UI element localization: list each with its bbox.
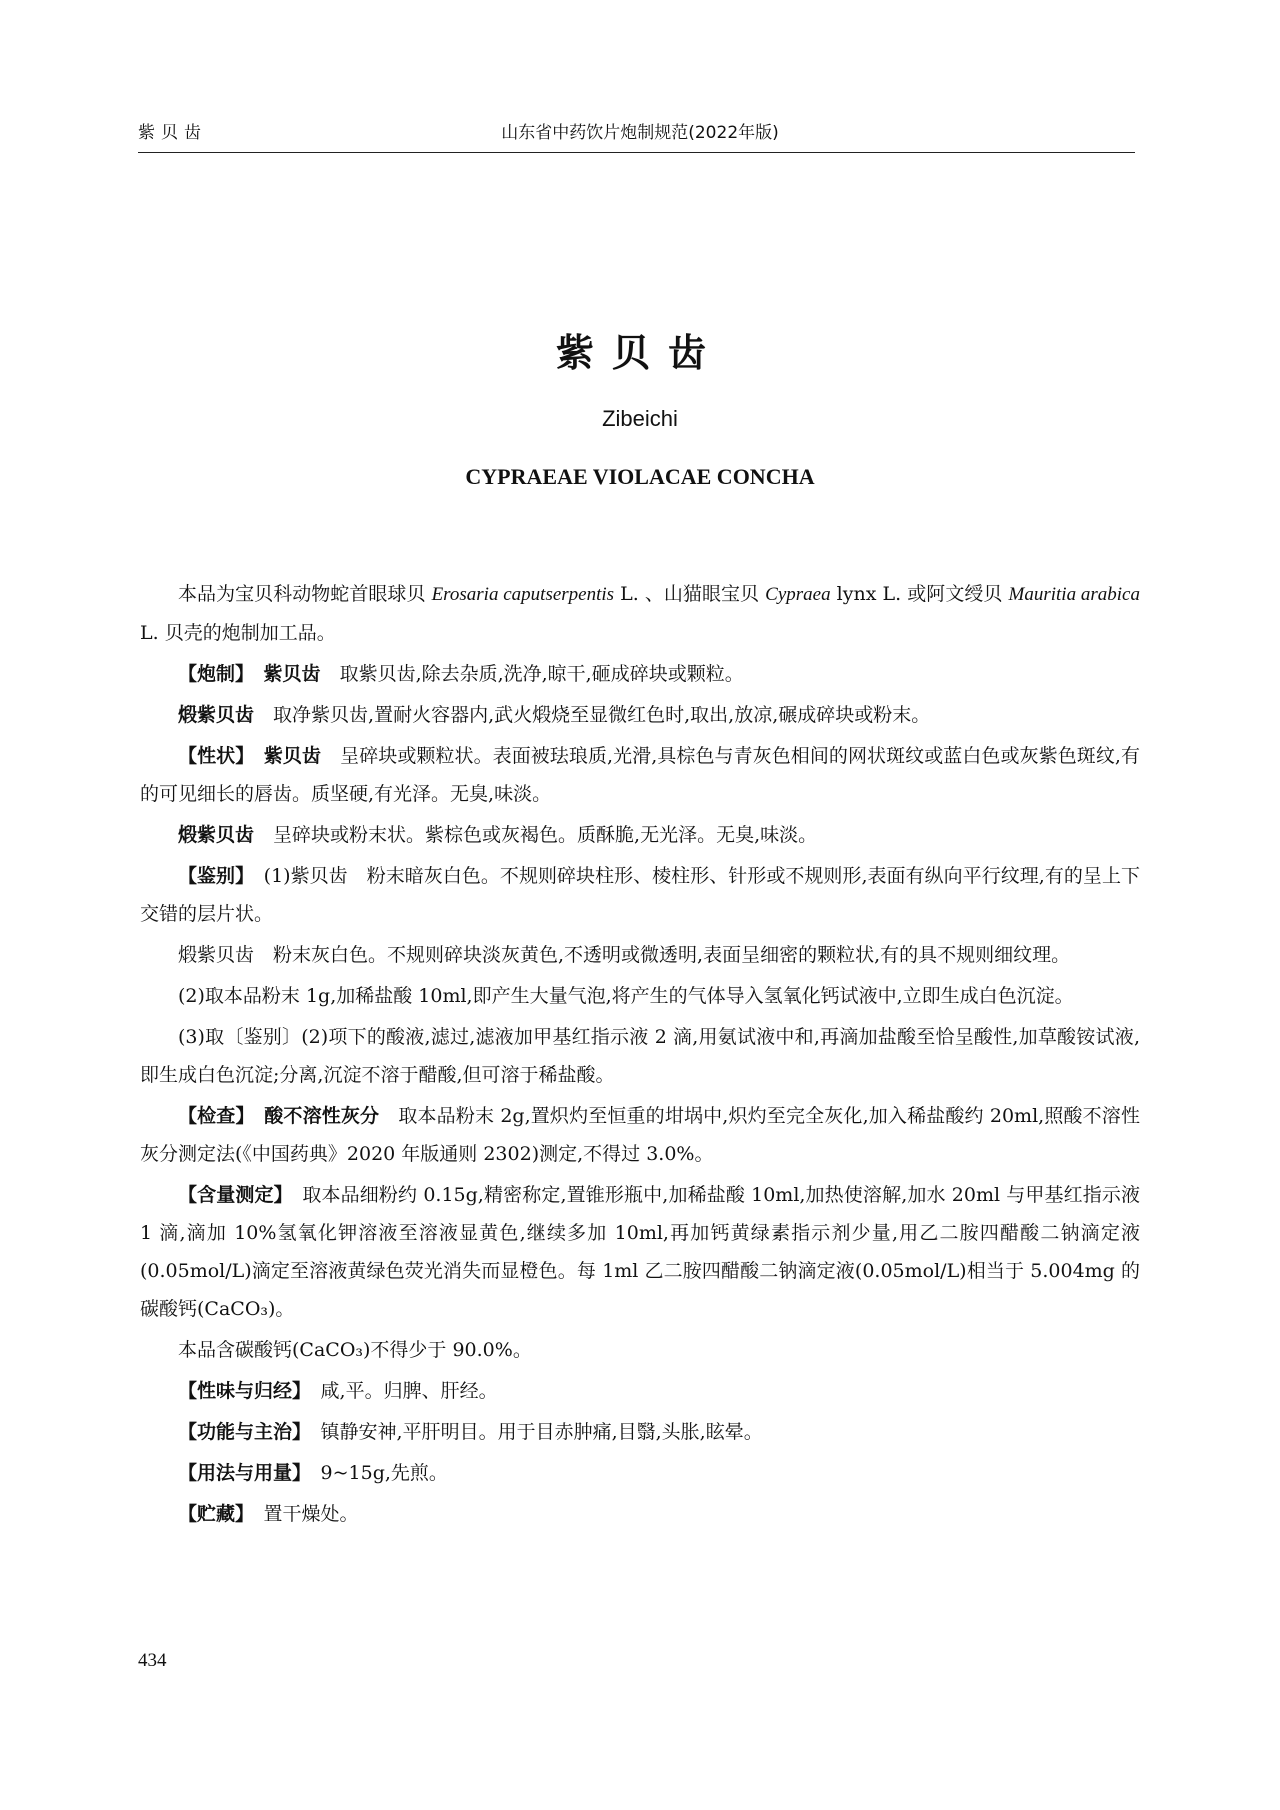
latin-name: CYPRAEAE VIOLACAE CONCHA (465, 464, 815, 489)
section-assay (140, 1176, 1140, 1328)
identification-item (140, 1018, 1140, 1094)
section-processing (140, 655, 1140, 693)
section-processing-calcined (140, 696, 1140, 734)
section-storage (140, 1495, 1140, 1533)
section-text: 咸,平。归脾、肝经。 (320, 1380, 498, 1402)
species-name: Erosaria caputserpentis (431, 584, 615, 605)
section-text: 置干燥处。 (263, 1503, 359, 1525)
subsection-label: 紫贝齿 (263, 745, 322, 767)
section-text: 取紫贝齿,除去杂质,洗净,晾干,砸成碎块或颗粒。 (339, 663, 744, 685)
subsection-label: 酸不溶性灰分 (264, 1105, 380, 1127)
intro-text: 本品为宝贝科动物蛇首眼球贝 (178, 583, 432, 605)
section-function (140, 1413, 1140, 1451)
section-dosage (140, 1454, 1140, 1492)
subsection-label: 煅紫贝齿 (178, 824, 255, 846)
section-text: 煅紫贝齿 粉末灰白色。不规则碎块淡灰黄色,不透明或微透明,表面呈细密的颗粒状,有的具不规则细纹理。 (178, 944, 1071, 966)
section-text: (1)紫贝齿 粉末暗灰白色。不规则碎块柱形、棱柱形、针形或不规则形,表面有纵向平行纹理,有的呈上下交错的层片状。 (140, 865, 1140, 925)
running-header-title: 山东省中药饮片炮制规范(2022年版) (501, 123, 779, 143)
section-tag: 【含量测定】 (178, 1184, 284, 1206)
section-text: 9~15g,先煎。 (320, 1462, 448, 1484)
intro-text: L. 贝壳的炮制加工品。 (140, 622, 336, 644)
section-text: 取本品粉末 2g,置炽灼至恒重的坩埚中,炽灼至完全灰化,加入稀盐酸约 20ml,照酸不溶性灰分测定法(《中国药典》2020 年版通则 2302)测定,不得过 3.0%。 (140, 1105, 1140, 1165)
identification-item (140, 936, 1140, 974)
section-tag: 【性状】 (178, 745, 245, 767)
section-text: 本品含碳酸钙(CaCO₃)不得少于 90.0%。 (178, 1339, 532, 1361)
intro-text: L. 、山猫眼宝贝 (614, 583, 766, 605)
section-description (140, 737, 1140, 813)
section-identification (140, 857, 1140, 933)
assay-limit (140, 1331, 1140, 1369)
section-nature-meridian (140, 1372, 1140, 1410)
subsection-label: 紫贝齿 (263, 663, 321, 685)
intro-text: lynx L. 或阿文绶贝 (830, 583, 1009, 605)
section-text: 镇静安神,平肝明目。用于目赤肿痛,目翳,头胀,眩晕。 (320, 1421, 763, 1443)
species-name: Cypraea (765, 584, 831, 605)
subsection-label: 煅紫贝齿 (178, 704, 255, 726)
identification-item (140, 977, 1140, 1015)
section-tag: 【炮制】 (178, 663, 245, 685)
monograph-title: 紫贝齿 (555, 331, 724, 375)
section-description-calcined (140, 816, 1140, 854)
section-tag: 【鉴别】 (178, 865, 245, 887)
section-text: 呈碎块或粉末状。紫棕色或灰褐色。质酥脆,无光泽。无臭,味淡。 (273, 824, 818, 846)
section-text: (3)取〔鉴别〕(2)项下的酸液,滤过,滤液加甲基红指示液 2 滴,用氨试液中和,再滴加盐酸至恰呈酸性,加草酸铵试液,即生成白色沉淀;分离,沉淀不溶于醋酸,但可溶于稀盐酸。 (140, 1026, 1140, 1086)
section-text: (2)取本品粉末 1g,加稀盐酸 10ml,即产生大量气泡,将产生的气体导入氢氧化钙试液中,立即生成白色沉淀。 (178, 985, 1074, 1007)
pinyin-name: Zibeichi (602, 406, 678, 431)
running-header-left: 紫贝齿 (138, 123, 207, 143)
section-text: 呈碎块或颗粒状。表面被珐琅质,光滑,具棕色与青灰色相间的网状斑纹或蓝白色或灰紫色斑纹,有的可见细长的唇齿。质坚硬,有光泽。无臭,味淡。 (140, 745, 1140, 805)
section-inspection (140, 1097, 1140, 1173)
section-tag: 【用法与用量】 (178, 1462, 302, 1484)
section-tag: 【性味与归经】 (178, 1380, 302, 1402)
monograph-body (140, 575, 1140, 1536)
header-divider (138, 152, 1135, 153)
page-number: 434 (138, 1650, 167, 1671)
intro-paragraph (140, 575, 1140, 652)
section-tag: 【检查】 (178, 1105, 246, 1127)
section-tag: 【贮藏】 (178, 1503, 245, 1525)
section-tag: 【功能与主治】 (178, 1421, 302, 1443)
section-text: 取本品细粉约 0.15g,精密称定,置锥形瓶中,加稀盐酸 10ml,加热使溶解,加水 20ml 与甲基红指示液 1 滴,滴加 10%氢氧化钾溶液至溶液显黄色,继续多加 10ml,再加钙黄绿素指示剂少量,用乙二胺四醋酸二钠滴定液(0.05mol/L)滴定至溶液黄绿色荧光消失而显橙色。每 1ml 乙二胺四醋酸二钠滴定液(0.05mol/L)相当于 5.004mg 的碳酸钙(CaCO₃)。 (140, 1184, 1140, 1320)
species-name: Mauritia arabica (1008, 584, 1140, 605)
section-text: 取净紫贝齿,置耐火容器内,武火煅烧至显微红色时,取出,放凉,碾成碎块或粉末。 (273, 704, 931, 726)
